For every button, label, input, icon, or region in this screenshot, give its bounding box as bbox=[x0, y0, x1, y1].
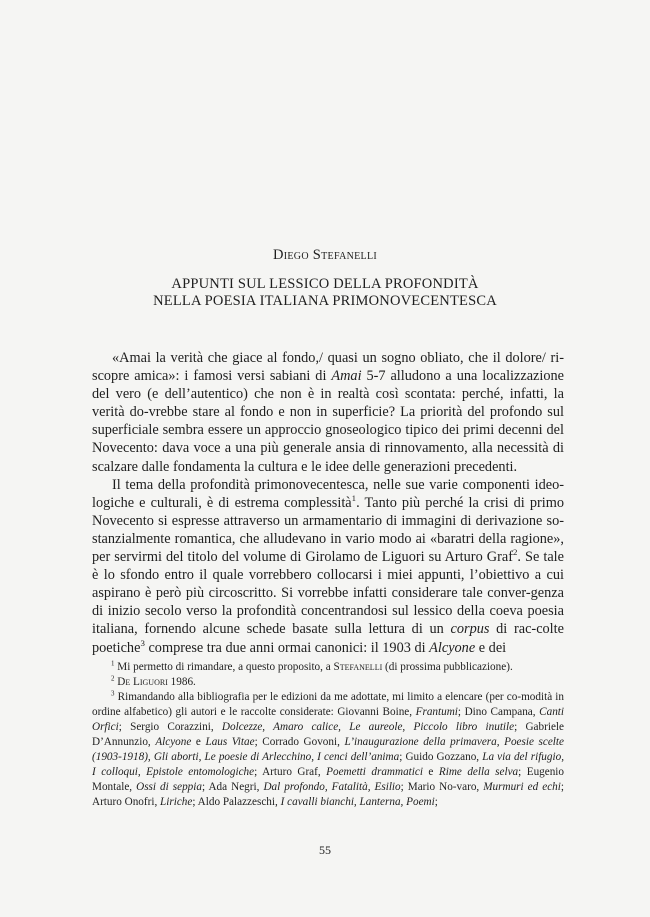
italic-title: Alcyone bbox=[429, 639, 476, 656]
italic-title: Dolcezze, Amaro calice, Le aureole, Piccolo libro inutile bbox=[221, 721, 515, 733]
text-run: Rimandando alla bibliografia per le edizioni da me adottate, mi limito a elencare (per co-modità in ordine alfabetico) gli autori e le raccolte considerate: Giovanni Boine, bbox=[92, 691, 565, 718]
text-run: «Amai la verità che giace al fondo,/ quasi un sogno obliato, che il dolore/ ri-scopre amica»: i famosi versi sabiani di bbox=[92, 350, 564, 385]
italic-title: Laus Vitae bbox=[205, 736, 255, 748]
italic-title: L’inaugurazione della primavera, Poesie scelte (1903-1918), Gli aborti, Le poesie di Arlecchino, I cenci dell’anima bbox=[92, 736, 564, 763]
text-run: ; Sergio Corazzini, bbox=[118, 721, 222, 733]
text-run: ; Gabriele D’Annunzio, bbox=[92, 721, 564, 748]
italic-title: La via del rifugio, I colloqui, Epistole entomologiche bbox=[92, 751, 564, 778]
text-run: ; Corrado Govoni, bbox=[254, 736, 345, 748]
text-run: ; Mario No-varo, bbox=[400, 781, 484, 793]
footnote-3 bbox=[92, 690, 564, 810]
text-run: e bbox=[422, 766, 439, 778]
text-run: Il tema della profondità primonovecentesca, nelle sue varie componenti ideo-logiche e culturali, è di estrema complessità bbox=[92, 476, 564, 511]
italic-title: Murmuri ed echi bbox=[483, 781, 561, 793]
text-run: ; Guido Gozzano, bbox=[399, 751, 483, 763]
italic-title: Frantumi bbox=[415, 706, 458, 718]
italic-title: I cavalli bianchi, Lanterna, Poemi bbox=[280, 796, 435, 808]
text-run: Mi permetto di rimandare, a questo proposito, a bbox=[117, 661, 334, 673]
italic-title: Alcyone bbox=[155, 736, 192, 748]
italic-word: corpus bbox=[450, 621, 490, 638]
article-title bbox=[0, 276, 650, 310]
title-line-2: NELLA POESIA ITALIANA PRIMONOVECENTESCA bbox=[153, 293, 497, 309]
cited-author: De Liguori bbox=[117, 676, 168, 688]
footnote-number: 1 bbox=[111, 659, 115, 668]
italic-title: Canti Orfici bbox=[92, 706, 565, 733]
italic-title: Rime della selva bbox=[438, 766, 519, 778]
text-run: e bbox=[191, 736, 206, 748]
cited-author: Stefanelli bbox=[333, 661, 383, 673]
text-run: (di prossima pubblicazione). bbox=[382, 661, 513, 673]
body-text bbox=[92, 349, 564, 657]
text-run: ; Eugenio Montale, bbox=[92, 766, 565, 793]
footnote-2 bbox=[92, 675, 564, 690]
italic-title: Poemetti drammatici bbox=[326, 766, 423, 778]
footnote-number: 2 bbox=[111, 674, 115, 683]
paragraph-2 bbox=[92, 476, 564, 657]
footnote-1 bbox=[92, 660, 564, 675]
footnote-ref-2: 2 bbox=[512, 547, 518, 558]
title-line-1: APPUNTI SUL LESSICO DELLA PROFONDITÀ bbox=[171, 276, 479, 292]
footnote-ref-3: 3 bbox=[140, 637, 145, 648]
text-run: ; bbox=[434, 796, 438, 808]
text-run: 5-7 alludono a una localizzazione del vero (e dell’autentico) che non è in realtà così scontata: perché, infatti, la verità do-vrebbe stare al fondo e non in superficie? La priorità del profondo sul superficiale sembra essere un approccio gnoseologico tipico dei primi decenni del Novecento: dava voce a una più generale ansia di rinnovamento, alla necessità di scalzare dalle fondamenta la cultura e le idee delle generazioni precedenti. bbox=[92, 368, 565, 475]
paragraph-1 bbox=[92, 349, 564, 476]
text-run: e dei bbox=[475, 639, 507, 656]
text-run: ; Arturo Graf, bbox=[254, 766, 327, 778]
text-run: comprese tra due anni ormai canonici: il 1903 di bbox=[144, 639, 430, 656]
footnotes bbox=[92, 660, 564, 810]
text-run: ; Dino Campana, bbox=[457, 706, 540, 718]
italic-title: Liriche bbox=[160, 796, 193, 808]
text-run: ; Aldo Palazzeschi, bbox=[192, 796, 281, 808]
text-run: di rac-colte poetiche bbox=[92, 621, 564, 656]
footnote-number: 3 bbox=[111, 689, 115, 698]
text-run: ; Ada Negri, bbox=[201, 781, 264, 793]
text-run: ; Arturo Onofri, bbox=[92, 781, 564, 808]
italic-title: Ossi di seppia bbox=[136, 781, 202, 793]
italic-title: Amai bbox=[331, 368, 362, 385]
text-run: . Se tale è lo sfondo entro il quale vorrebbero collocarsi i miei appunti, l’obiettivo a cui aspirano è però più circoscritto. Si vorrebbe infatti considerare tale conver-genza di inizio secolo verso la profondità concentrandosi sul lessico della coeva poesia italiana, fornendo alcune schede basate sulla lettura di un bbox=[92, 549, 564, 638]
italic-title: Dal profondo, Fatalità, Esilio bbox=[263, 781, 401, 793]
text-run: 1986. bbox=[167, 676, 196, 688]
author-name: Diego Stefanelli bbox=[273, 247, 377, 263]
page-number: 55 bbox=[319, 843, 331, 857]
footnote-ref-1: 1 bbox=[351, 492, 357, 503]
text-run: . Tanto più perché la crisi di primo Novecento si espresse attraverso un armamentario di immagini di derivazione so-stanzialmente romantica, che alludevano in vario modo ai «baratri della ragione», per servirmi del titolo del volume di Girolamo de Liguori su Arturo Graf bbox=[92, 494, 564, 566]
